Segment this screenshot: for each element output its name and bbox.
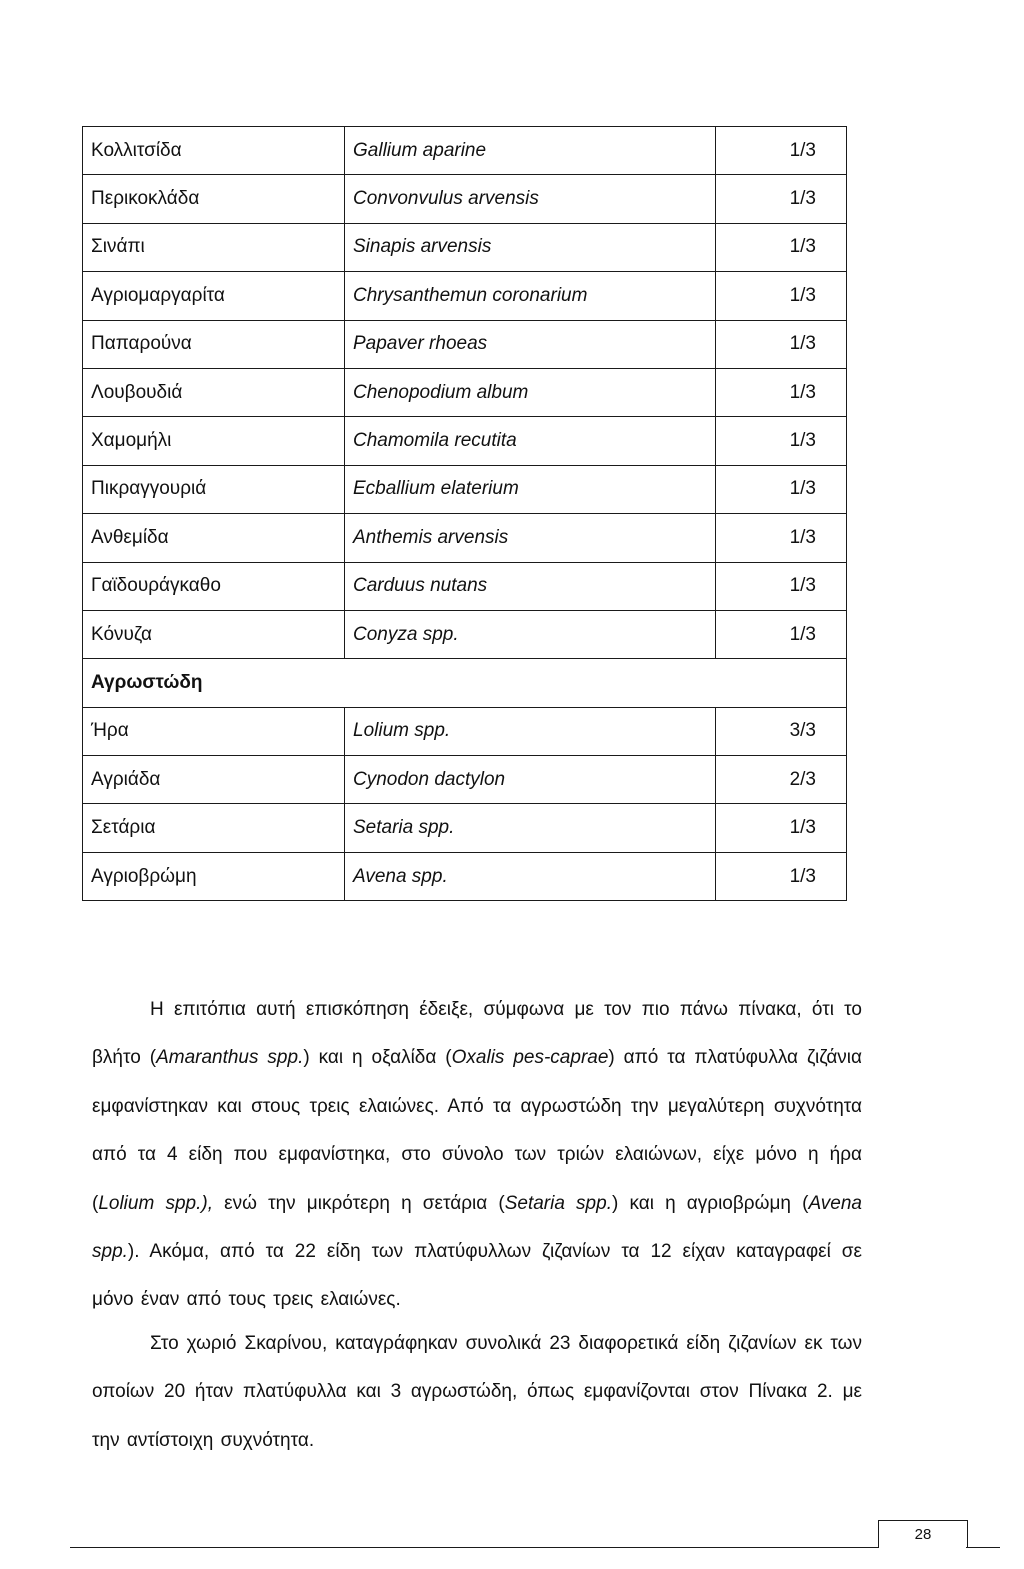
latin-name-cell: Ecballium elaterium bbox=[345, 465, 716, 513]
common-name-cell: Σινάπι bbox=[83, 223, 345, 271]
para1-italic-avena: Avena spp. bbox=[92, 1192, 862, 1263]
frequency-cell: 1/3 bbox=[716, 175, 847, 223]
latin-name-cell: Sinapis arvensis bbox=[345, 223, 716, 271]
latin-name-cell: Convonvulus arvensis bbox=[345, 175, 716, 223]
frequency-cell: 1/3 bbox=[716, 562, 847, 610]
table-row bbox=[83, 272, 847, 320]
section-row bbox=[83, 659, 847, 707]
latin-name-cell: Chrysanthemun coronarium bbox=[345, 272, 716, 320]
frequency-cell: 2/3 bbox=[716, 756, 847, 804]
common-name-cell: Αγριομαργαρίτα bbox=[83, 272, 345, 320]
frequency-cell: 1/3 bbox=[716, 272, 847, 320]
common-name-cell: Λουβουδιά bbox=[83, 368, 345, 416]
common-name-cell: Χαμομήλι bbox=[83, 417, 345, 465]
table-row bbox=[83, 175, 847, 223]
broadleaf-rows bbox=[83, 127, 847, 659]
latin-name-cell: Cynodon dactylon bbox=[345, 756, 716, 804]
table-row bbox=[83, 223, 847, 271]
para1-text-6: ). Ακόμα, από τα 22 είδη των πλατύφυλλων ζιζανίων τα 12 είχαν καταγραφεί σε μόνο έναν από τους τρεις ελαιώνες. bbox=[92, 1241, 862, 1311]
frequency-cell: 1/3 bbox=[716, 368, 847, 416]
footer-rule-right bbox=[966, 1547, 1000, 1548]
table-row bbox=[83, 514, 847, 562]
table-row bbox=[83, 320, 847, 368]
latin-name-cell: Chamomila recutita bbox=[345, 417, 716, 465]
weed-frequency-table-wrap bbox=[82, 126, 846, 901]
frequency-cell: 1/3 bbox=[716, 852, 847, 900]
latin-name-cell: Chenopodium album bbox=[345, 368, 716, 416]
table-row bbox=[83, 127, 847, 175]
para1-text-3: ) από τα πλατύφυλλα ζιζάνια εμφανίστηκαν και στους τρεις ελαιώνες. Από τα αγρωστώδη την μεγαλύτερη συχνότητα από τα 4 είδη που εμφανίστηκα, στο σύνολο των τριών ελαιώνων, είχε μόνο η ήρα ( bbox=[92, 1047, 863, 1214]
latin-name-cell: Papaver rhoeas bbox=[345, 320, 716, 368]
page-number: 28 bbox=[914, 1526, 932, 1543]
frequency-cell: 1/3 bbox=[716, 320, 847, 368]
paragraph-skarinou: Στο χωριό Σκαρίνου, καταγράφηκαν συνολικά 23 διαφορετικά είδη ζιζανίων εκ των οποίων 20 ήταν πλατύφυλλα και 3 αγρωστώδη, όπως εμφανίζονται στον Πίνακα 2. με την αντίστοιχη συχνότητα. bbox=[92, 1333, 862, 1451]
common-name-cell: Κολλιτσίδα bbox=[83, 127, 345, 175]
latin-name-cell: Conyza spp. bbox=[345, 610, 716, 658]
frequency-cell: 1/3 bbox=[716, 804, 847, 852]
frequency-cell: 1/3 bbox=[716, 465, 847, 513]
frequency-cell: 1/3 bbox=[716, 514, 847, 562]
table-row bbox=[83, 610, 847, 658]
para1-text-1: Η επιτόπια αυτή επισκόπηση έδειξε, σύμφωνα με τον πιο πάνω πίνακα, ότι το βλήτο ( bbox=[92, 999, 862, 1069]
common-name-cell: Περικοκλάδα bbox=[83, 175, 345, 223]
table-row bbox=[83, 852, 847, 900]
table-row bbox=[83, 562, 847, 610]
table-row bbox=[83, 368, 847, 416]
table-row bbox=[83, 756, 847, 804]
section-label-grasses: Αγρωστώδη bbox=[83, 659, 847, 707]
common-name-cell: Αγριοβρώμη bbox=[83, 852, 345, 900]
table-row bbox=[83, 417, 847, 465]
frequency-cell: 1/3 bbox=[716, 223, 847, 271]
para1-text-5: ) και η αγριοβρώμη ( bbox=[611, 1192, 809, 1214]
table-row bbox=[83, 804, 847, 852]
weed-frequency-table bbox=[82, 126, 847, 901]
common-name-cell: Παπαρούνα bbox=[83, 320, 345, 368]
para1-text-4: ενώ την μικρότερη η σετάρια ( bbox=[212, 1192, 505, 1214]
latin-name-cell: Avena spp. bbox=[345, 852, 716, 900]
grass-rows bbox=[83, 707, 847, 901]
frequency-cell: 1/3 bbox=[716, 610, 847, 658]
latin-name-cell: Lolium spp. bbox=[345, 707, 716, 755]
frequency-cell: 1/3 bbox=[716, 417, 847, 465]
common-name-cell: Σετάρια bbox=[83, 804, 345, 852]
latin-name-cell: Carduus nutans bbox=[345, 562, 716, 610]
latin-name-cell: Anthemis arvensis bbox=[345, 514, 716, 562]
frequency-cell: 1/3 bbox=[716, 127, 847, 175]
para1-italic-oxalis: Oxalis pes-caprae bbox=[451, 1047, 609, 1069]
common-name-cell: Κόνυζα bbox=[83, 610, 345, 658]
common-name-cell: Ήρα bbox=[83, 707, 345, 755]
page-number-box bbox=[878, 1520, 968, 1548]
para1-italic-lolium: Lolium spp.), bbox=[98, 1192, 213, 1214]
latin-name-cell: Setaria spp. bbox=[345, 804, 716, 852]
para1-italic-amaranthus: Amaranthus spp. bbox=[156, 1047, 304, 1069]
footer-rule-left bbox=[70, 1547, 878, 1548]
para1-text-2: ) και η οξαλίδα ( bbox=[303, 1047, 452, 1069]
section-row-group bbox=[83, 659, 847, 707]
para1-italic-setaria: Setaria spp. bbox=[504, 1192, 612, 1214]
common-name-cell: Πικραγγουριά bbox=[83, 465, 345, 513]
common-name-cell: Αγριάδα bbox=[83, 756, 345, 804]
frequency-cell: 3/3 bbox=[716, 707, 847, 755]
paragraph-frequency-summary bbox=[92, 986, 862, 1325]
common-name-cell: Γαϊδουράγκαθο bbox=[83, 562, 345, 610]
latin-name-cell: Gallium aparine bbox=[345, 127, 716, 175]
table-row bbox=[83, 707, 847, 755]
common-name-cell: Ανθεμίδα bbox=[83, 514, 345, 562]
table-row bbox=[83, 465, 847, 513]
